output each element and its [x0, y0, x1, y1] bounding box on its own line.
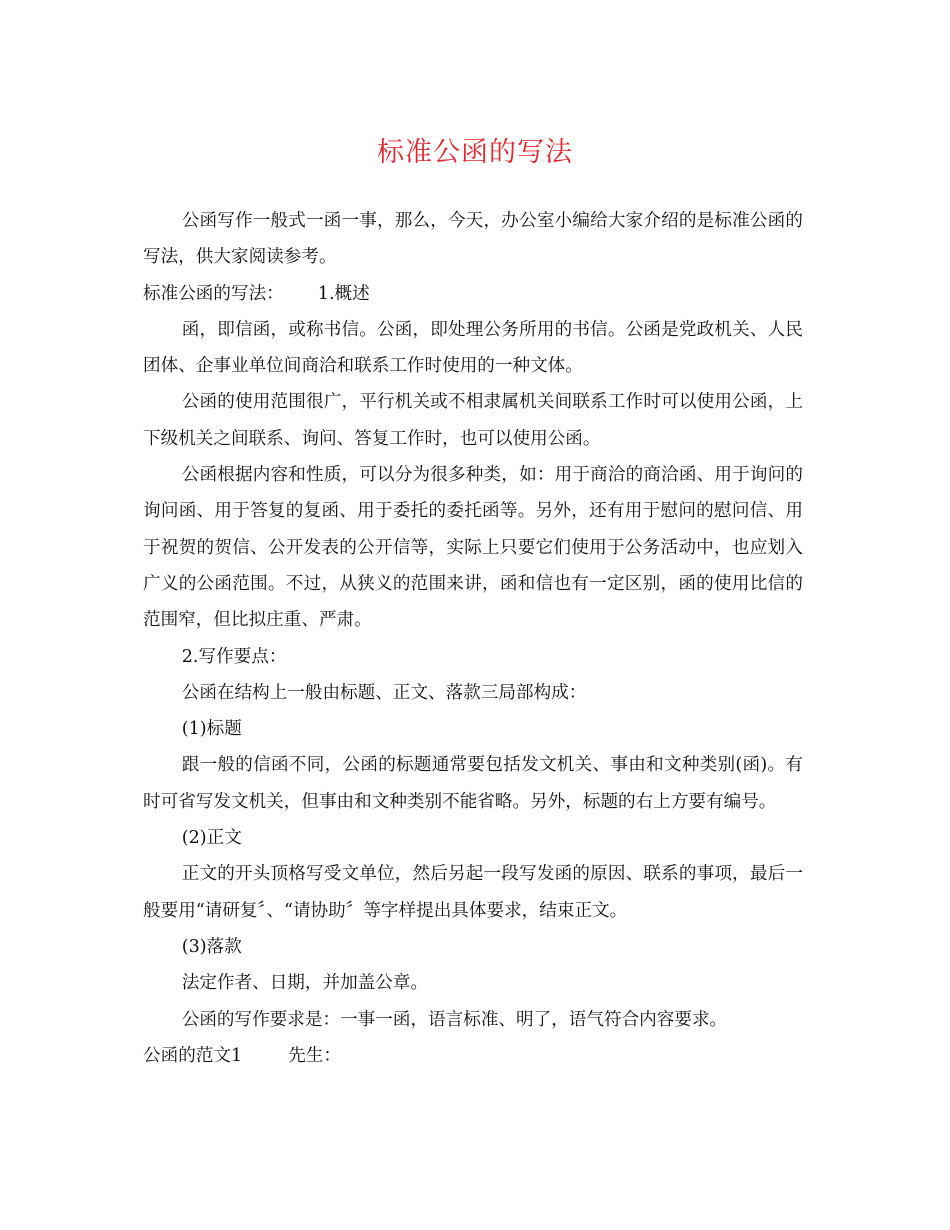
requirements-paragraph: 公函的写作要求是：一事一函，语言标准、明了，语气符合内容要求。	[181, 1009, 728, 1030]
subsection-signature-text: 法定作者、日期，并加盖公章。	[181, 973, 429, 994]
scope-paragraph: 公函的使用范围很广，平行机关或不相隶属机关间联系工作时可以使用公函，上下级机关之间联系、询问、答复工作时，也可以使用公函。	[143, 392, 803, 449]
subsection-signature-heading: (3)落款	[181, 936, 242, 957]
sample-line	[143, 1038, 803, 1074]
definition-paragraph: 函，即信函，或称书信。公函，即处理公务所用的书信。公函是党政机关、人民团体、企事业单位间商洽和联系工作时使用的一种文体。	[143, 319, 803, 377]
subsection-title-heading: (1)标题	[181, 719, 242, 740]
points-heading: 2.写作要点：	[181, 646, 287, 667]
intro-paragraph: 公函写作一般式一函一事，那么，今天，办公室小编给大家介绍的是标准公函的写法，供大家阅读参考。	[143, 211, 803, 268]
sample-line-left: 公函的范文1	[143, 1045, 243, 1066]
heading-line-right: 1.概述	[317, 283, 370, 304]
heading-line-left: 标准公函的写法：	[143, 283, 284, 304]
subsection-title-text: 跟一般的信函不同，公函的标题通常要包括发文机关、事由和文种类别(函)。有时可省写发文机关，但事由和文种类别不能省略。另外，标题的右上方要有编号。	[143, 755, 803, 812]
subsection-body-text: 正文的开头顶格写受文单位，然后另起一段写发函的原因、联系的事项，最后一般要用“请研复〞、“请协助〞等字样提出具体要求，结束正文。	[143, 864, 803, 921]
structure-paragraph: 公函在结构上一般由标题、正文、落款三局部构成：	[181, 682, 587, 703]
document-title: 标准公函的写法	[377, 137, 573, 168]
sample-line-right: 先生：	[288, 1045, 341, 1066]
document-body	[143, 203, 803, 1074]
subsection-body-heading: (2)正文	[181, 828, 242, 849]
types-paragraph: 公函根据内容和性质，可以分为很多种类，如：用于商洽的商洽函、用于询问的询问函、用于答复的复函、用于委托的委托函等。另外，还有用于慰问的慰问信、用于祝贺的贺信、公开发表的公开信等，实际上只要它们使用于公务活动中，也应划入广义的公函范围。不过，从狭义的范围来讲，函和信也有一定区别，函的使用比信的范围窄，但比拟庄重、严肃。	[143, 465, 803, 631]
heading-line	[143, 276, 803, 312]
